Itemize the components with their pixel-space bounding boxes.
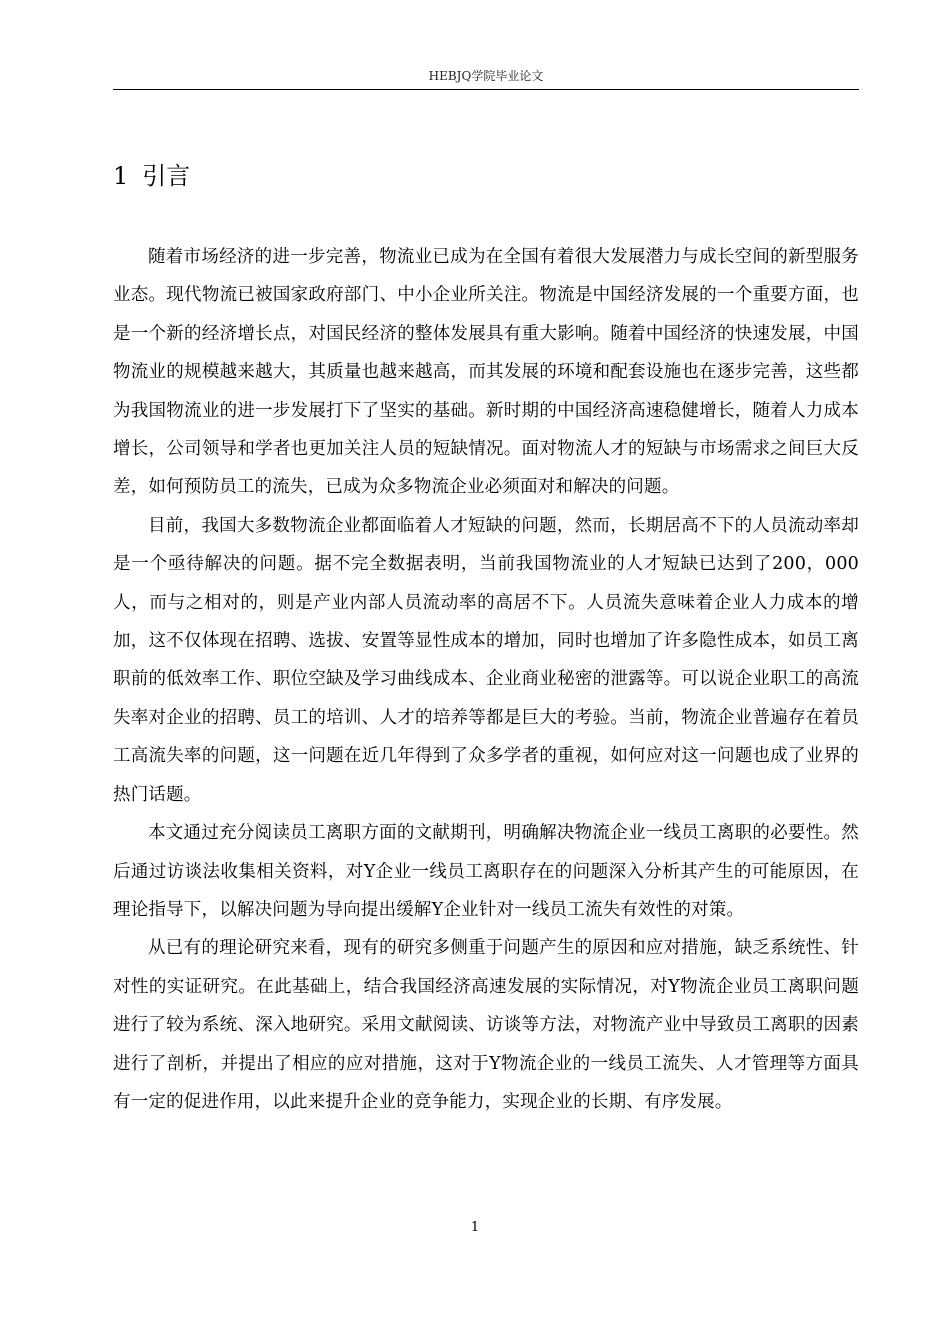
chapter-heading — [113, 160, 190, 192]
body-text — [113, 238, 859, 1121]
paragraph: 本文通过充分阅读员工离职方面的文献期刊，明确解决物流企业一线员工离职的必要性。然后通过访谈法收集相关资料，对Y企业一线员工离职存在的问题深入分析其产生的可能原因，在理论指导下，以解决问题为导向提出缓解Y企业针对一线员工流失有效性的对策。 — [113, 823, 859, 920]
running-header: HEBJQ学院毕业论文 — [428, 69, 544, 83]
page-number: 1 — [470, 1220, 480, 1235]
paragraph: 随着市场经济的进一步完善，物流业已成为在全国有着很大发展潜力与成长空间的新型服务业态。现代物流已被国家政府部门、中小企业所关注。物流是中国经济发展的一个重要方面，也是一个新的经济增长点，对国民经济的整体发展具有重大影响。随着中国经济的快速发展，中国物流业的规模越来越大，其质量也越来越高，而其发展的环境和配套设施也在逐步完善，这些都为我国物流业的进一步发展打下了坚实的基础。新时期的中国经济高速稳健增长，随着人力成本增长，公司领导和学者也更加关注人员的短缺情况。面对物流人才的短缺与市场需求之间巨大反差，如何预防员工的流失，已成为众多物流企业必须面对和解决的问题。 — [113, 247, 859, 498]
chapter-title: 引言 — [142, 162, 191, 190]
header-rule — [113, 89, 859, 90]
paragraph: 目前，我国大多数物流企业都面临着人才短缺的问题，然而，长期居高不下的人员流动率却是一个亟待解决的问题。据不完全数据表明，当前我国物流业的人才短缺已达到了200，000人，而与之相对的，则是产业内部人员流动率的高居不下。人员流失意味着企业人力成本的增加，这不仅体现在招聘、选拔、安置等显性成本的增加，同时也增加了许多隐性成本，如员工离职前的低效率工作、职位空缺及学习曲线成本、企业商业秘密的泄露等。可以说企业职工的高流失率对企业的招聘、员工的培训、人才的培养等都是巨大的考验。当前，物流企业普遍存在着员工高流失率的问题，这一问题在近几年得到了众多学者的重视，如何应对这一问题也成了业界的热门话题。 — [113, 515, 859, 805]
paragraph: 从已有的理论研究来看，现有的研究多侧重于问题产生的原因和应对措施，缺乏系统性、针对性的实证研究。在此基础上，结合我国经济高速发展的实际情况，对Y物流企业员工离职问题进行了较为系统、深入地研究。采用文献阅读、访谈等方法，对物流产业中导致员工离职的因素进行了剖析，并提出了相应的应对措施，这对于Y物流企业的一线员工流失、人才管理等方面具有一定的促进作用，以此来提升企业的竞争能力，实现企业的长期、有序发展。 — [113, 938, 859, 1112]
chapter-number: 1 — [113, 162, 129, 190]
